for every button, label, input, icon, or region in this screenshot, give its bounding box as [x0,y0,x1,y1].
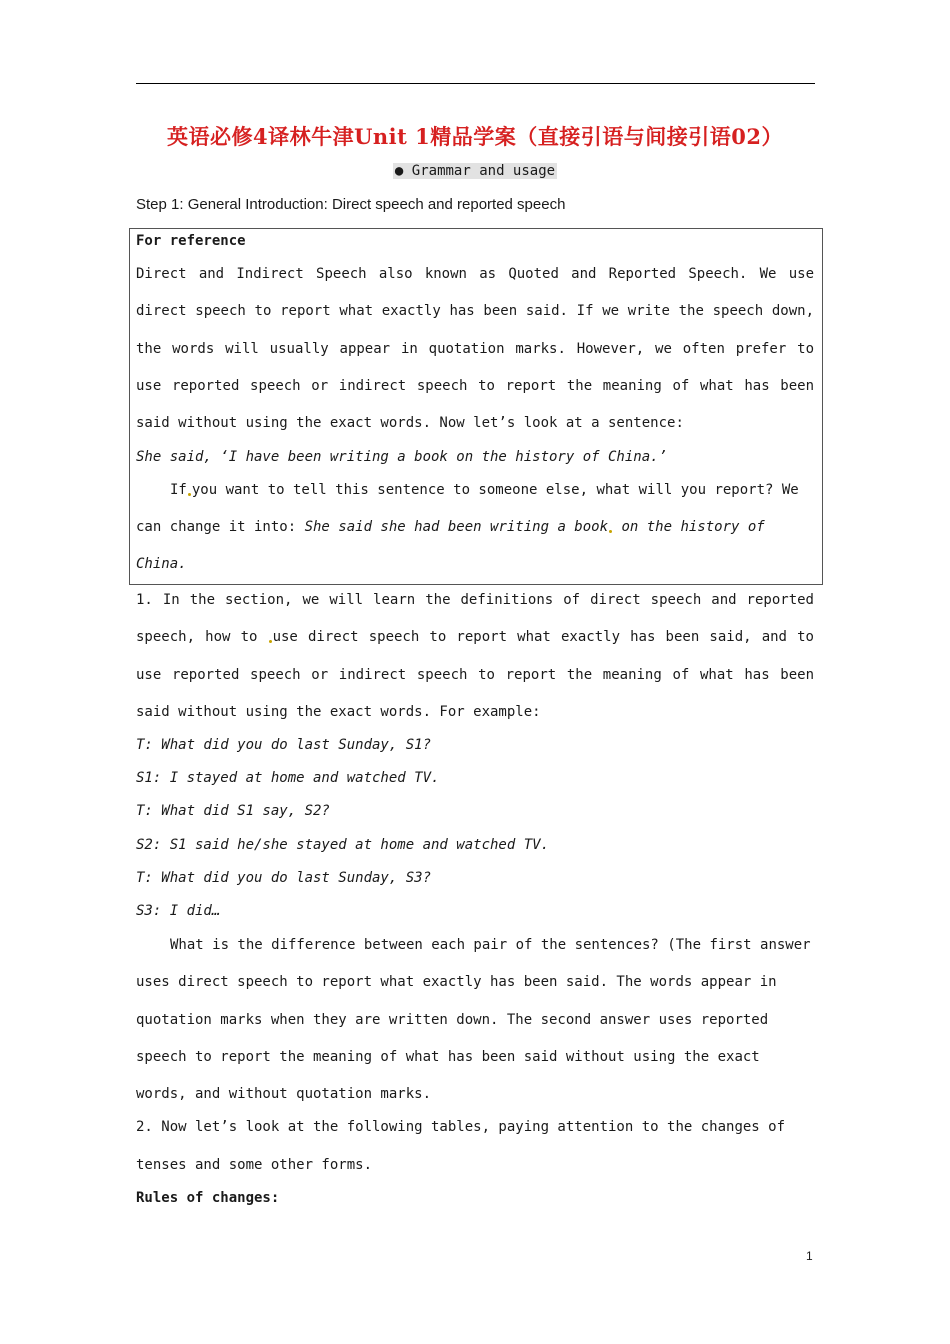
reference-line: Direct and Indirect Speech also known as Quoted and Reported Speech. We use [136,266,814,282]
explanation-line: uses direct speech to report what exactly has been said. The words appear in [136,974,777,990]
dialogue-line: T: What did you do last Sunday, S1? [136,737,432,753]
point-1-line: 1. In the section, we will learn the definitions of direct speech and reported [136,592,814,608]
explanation-line: speech to report the meaning of what has been said without using the exact [136,1049,760,1065]
section-heading [0,163,950,179]
explanation-line: What is the difference between each pair of the sentences? (The first answer [170,937,811,953]
reference-answer-end: China. [136,556,187,572]
header-rule [136,83,815,84]
explanation-line: quotation marks when they are written down. The second answer uses reported [136,1012,769,1028]
marker-dot-icon [188,493,191,496]
page-title: 英语必修4译林牛津Unit 1精品学案（直接引语与间接引语02） [166,124,783,149]
page-number: 1 [806,1249,813,1263]
reference-answer: can change it into: She said she had been writing a book on the history of [136,519,765,535]
reference-line: direct speech to report what exactly has been said. If we write the speech down, [136,303,814,319]
dialogue-line: S3: I did… [136,903,221,919]
point-2-line: tenses and some other forms. [136,1157,373,1173]
dialogue-line: S1: I stayed at home and watched TV. [136,770,440,786]
step-1-heading: Step 1: General Introduction: Direct speech and reported speech [136,196,566,213]
reference-question: If you want to tell this sentence to someone else, what will you report? We [170,482,799,498]
reference-line: the words will usually appear in quotation marks. However, we often prefer to [136,341,814,357]
bullet-icon: ● [394,163,404,179]
marker-dot-icon [269,640,272,643]
explanation-line: words, and without quotation marks. [136,1086,432,1102]
rules-heading: Rules of changes: [136,1190,280,1206]
point-1-line: speech, how to use direct speech to report what exactly has been said, and to [136,629,814,645]
reference-line: said without using the exact words. Now let’s look at a sentence: [136,415,684,431]
reference-example: She said, ‘I have been writing a book on the history of China.’ [136,449,668,465]
point-1-line: use reported speech or indirect speech to report the meaning of what has been [136,667,814,683]
dialogue-line: T: What did you do last Sunday, S3? [136,870,432,886]
marker-dot-icon [609,530,612,533]
point-2-line: 2. Now let’s look at the following tables, paying attention to the changes of [136,1119,786,1135]
point-1-line: said without using the exact words. For example: [136,704,541,720]
reference-heading: For reference [136,233,246,249]
reference-line: use reported speech or indirect speech to report the meaning of what has been [136,378,814,394]
dialogue-line: T: What did S1 say, S2? [136,803,330,819]
section-heading-text: Grammar and usage [411,163,556,179]
dialogue-line: S2: S1 said he/she stayed at home and watched TV. [136,837,550,853]
